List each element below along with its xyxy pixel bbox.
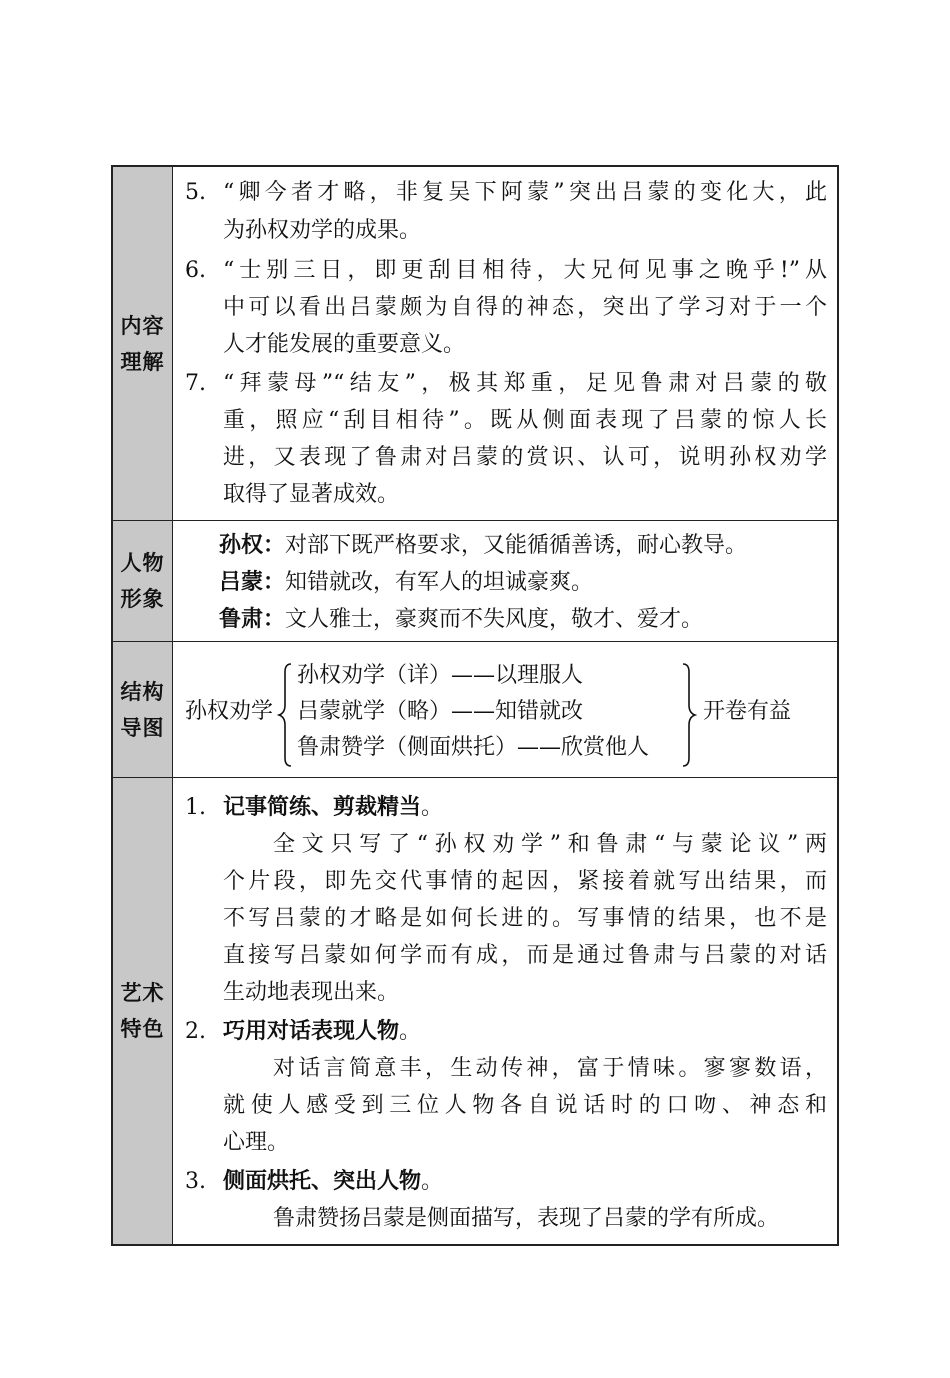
character-entry — [219, 532, 747, 560]
character-entry — [219, 569, 593, 597]
row-content — [173, 521, 837, 641]
item-number: 5. — [185, 180, 206, 205]
row-content — [173, 778, 837, 1244]
text-line: 直接写吕蒙如何学而有成，而是通过鲁肃与吕蒙的对话 — [223, 943, 827, 968]
row-content-understanding — [113, 167, 837, 521]
character-name: 鲁肃： — [219, 607, 286, 632]
text-line: 为孙权劝学的成果。 — [223, 218, 422, 243]
character-name: 孙权： — [219, 533, 286, 558]
text-line: 中可以看出吕蒙颇为自得的神态，突出了学习对于一个 — [223, 295, 827, 320]
text-line: 全文只写了“孙权劝学”和鲁肃“与蒙论议”两 — [273, 832, 827, 857]
structure-branch: 孙权劝学（详）——以理服人 — [297, 663, 584, 688]
item-number: 3. — [185, 1169, 206, 1194]
text-line: 对话言简意丰，生动传神，富于情味。寥寥数语， — [273, 1056, 827, 1081]
text-line: 生动地表现出来。 — [223, 980, 400, 1005]
row-label: 人物形象 — [113, 521, 173, 641]
left-brace-icon — [277, 662, 295, 768]
row-art-features — [113, 778, 837, 1244]
text-line: 个片段，即先交代事情的起因，紧接着就写出结果，而 — [223, 869, 827, 894]
row-label: 内容理解 — [113, 167, 173, 520]
item-number: 1. — [185, 795, 206, 820]
text-line: “卿今者才略，非复吴下阿蒙”突出吕蒙的变化大，此 — [223, 180, 827, 205]
character-name: 吕蒙： — [219, 570, 286, 595]
character-desc: 文人雅士，豪爽而不失风度，敬才、爱才。 — [285, 607, 704, 632]
structure-conclusion: 开卷有益 — [703, 699, 792, 724]
row-structure — [113, 642, 837, 778]
text-line: “拜蒙母”“结友”，极其郑重，足见鲁肃对吕蒙的敬 — [223, 371, 827, 396]
text-line: 进，又表现了鲁肃对吕蒙的赏识、认可，说明孙权劝学 — [223, 445, 827, 470]
structure-root: 孙权劝学 — [185, 699, 274, 724]
row-content — [173, 167, 837, 520]
row-characters — [113, 521, 837, 642]
text-line: 就使人感受到三位人物各自说话时的口吻、神态和 — [223, 1093, 827, 1118]
text-line: 取得了显著成效。 — [223, 482, 400, 507]
text-line: 心理。 — [223, 1130, 290, 1155]
feature-title: 记事简练、剪裁精当。 — [223, 795, 444, 820]
structure-branch: 鲁肃赞学（侧面烘托）——欣赏他人 — [297, 735, 650, 760]
item-number: 2. — [185, 1019, 206, 1044]
character-entry — [219, 606, 703, 634]
row-label: 艺术特色 — [113, 778, 173, 1244]
text-line: “士别三日，即更刮目相待，大兄何见事之晚乎!”从 — [223, 258, 827, 283]
text-line: 重，照应“刮目相待”。既从侧面表现了吕蒙的惊人长 — [223, 408, 827, 433]
text-line: 鲁肃赞扬吕蒙是侧面描写，表现了吕蒙的学有所成。 — [273, 1206, 780, 1231]
character-desc: 知错就改，有军人的坦诚豪爽。 — [285, 570, 594, 595]
text-line: 人才能发展的重要意义。 — [223, 332, 466, 357]
item-number: 6. — [185, 258, 206, 283]
character-desc: 对部下既严格要求，又能循循善诱，耐心教导。 — [285, 533, 748, 558]
text-line: 不写吕蒙的才略是如何长进的。写事情的结果，也不是 — [223, 906, 827, 931]
feature-title: 巧用对话表现人物。 — [223, 1019, 422, 1044]
right-brace-icon — [679, 662, 697, 768]
structure-branch: 吕蒙就学（略）——知错就改 — [297, 699, 584, 724]
feature-title: 侧面烘托、突出人物。 — [223, 1169, 444, 1194]
item-number: 7. — [185, 371, 206, 396]
row-label: 结构导图 — [113, 642, 173, 777]
row-content — [173, 642, 837, 777]
summary-table — [111, 165, 839, 1246]
